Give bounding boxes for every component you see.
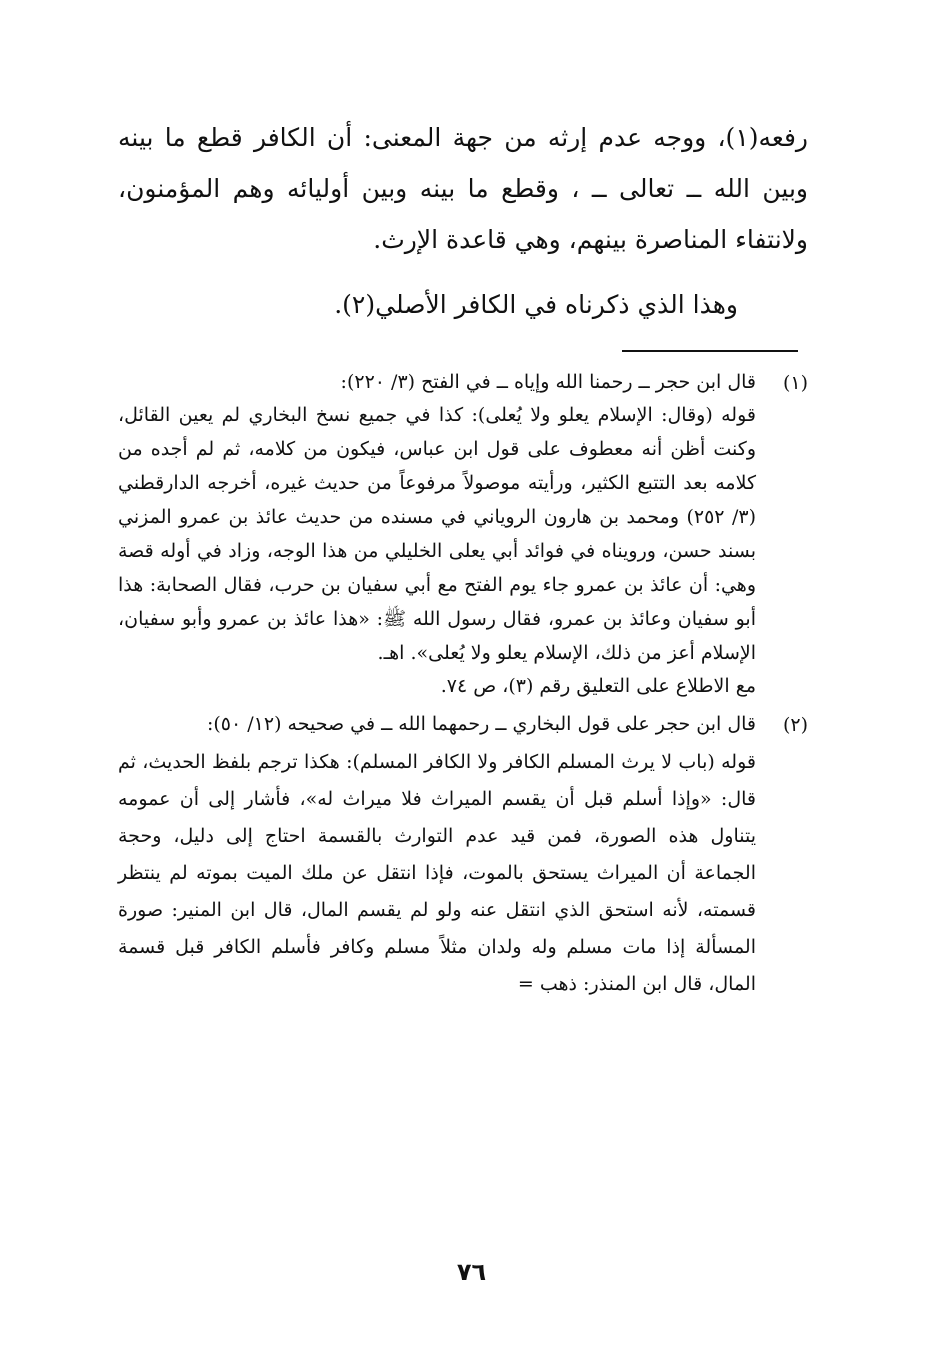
main-paragraph-2: وهذا الذي ذكرناه في الكافر الأصلي(٢). xyxy=(334,290,738,319)
footnote-heading: قال ابن حجر ــ رحمنا الله وإياه ــ في الفتح (٣/ ٢٢٠): xyxy=(340,371,756,393)
page-number: ٧٦ xyxy=(456,1258,487,1286)
footnote-2 xyxy=(118,708,808,1003)
footnote-body xyxy=(118,366,756,702)
main-text xyxy=(118,112,808,330)
footnote-note: مع الاطلاع على التعليق رقم (٣)، ص ٧٤. xyxy=(440,675,756,697)
main-paragraph-1: رفعه(١)، ووجه عدم إرثه من جهة المعنى: أن الكافر قطع ما بينه وبين الله ــ تعالى ــ ، وقطع ما بينه وبين أوليائه وهم المؤمنون، ولانتفاء المناصرة بينهم، وهي قاعدة الإرث. xyxy=(118,123,808,254)
footnote-heading: قال ابن حجر على قول البخاري ــ رحمهما الله ــ في صحيحه (١٢/ ٥٠): xyxy=(206,713,756,735)
footnote-1 xyxy=(118,366,808,702)
footnotes xyxy=(118,366,808,1003)
footnote-separator xyxy=(622,350,798,352)
footnote-number: (١) xyxy=(782,372,808,394)
footnote-number: (٢) xyxy=(782,714,808,736)
footnote-text: قوله (باب لا يرث المسلم الكافر ولا الكافر المسلم): هكذا ترجم بلفظ الحديث، ثم قال: «وإذا أسلم قبل أن يقسم الميراث فلا ميراث له»، فأشار إلى أن عمومه يتناول هذه الصورة، فمن قيد عدم التوارث بالقسمة احتاج إلى دليل، وحجة الجماعة أن الميراث يستحق بالموت، فإذا انتقل عن ملك الميت بموته لم ينتظر قسمته، لأنه استحق الذي انتقل عنه ولو لم يقسم المال، قال ابن المنير: صورة المسألة إذا مات مسلم وله ولدان مثلاً مسلم وكافر فأسلم الكافر قبل قسمة المال، قال ابن المنذر: ذهب = xyxy=(118,751,756,995)
footnote-text: قوله (وقال: الإسلام يعلو ولا يُعلى): كذا في جميع نسخ البخاري لم يعين القائل، وكنت أظن أنه معطوف على قول ابن عباس، فيكون من كلامه، ثم لم أجده من كلامه بعد التتبع الكثير، ورأيته موصولاً مرفوعاً من حديث غيره، أخرجه الدارقطني (٣/ ٢٥٢) ومحمد بن هارون الروياني في مسنده من حديث عائذ بن عمرو المزني بسند حسن، ورويناه في فوائد أبي يعلى الخليلي من هذا الوجه، وزاد في أوله قصة وهي: أن عائذ بن عمرو جاء يوم الفتح مع أبي سفيان بن حرب، فقال الصحابة: هذا أبو سفيان وعائذ بن عمرو، فقال رسول الله ﷺ: «هذا عائذ بن عمرو وأبو سفيان، الإسلام أعز من ذلك، الإسلام يعلو ولا يُعلى». اهـ. xyxy=(118,404,756,664)
footnote-body xyxy=(118,708,756,1003)
